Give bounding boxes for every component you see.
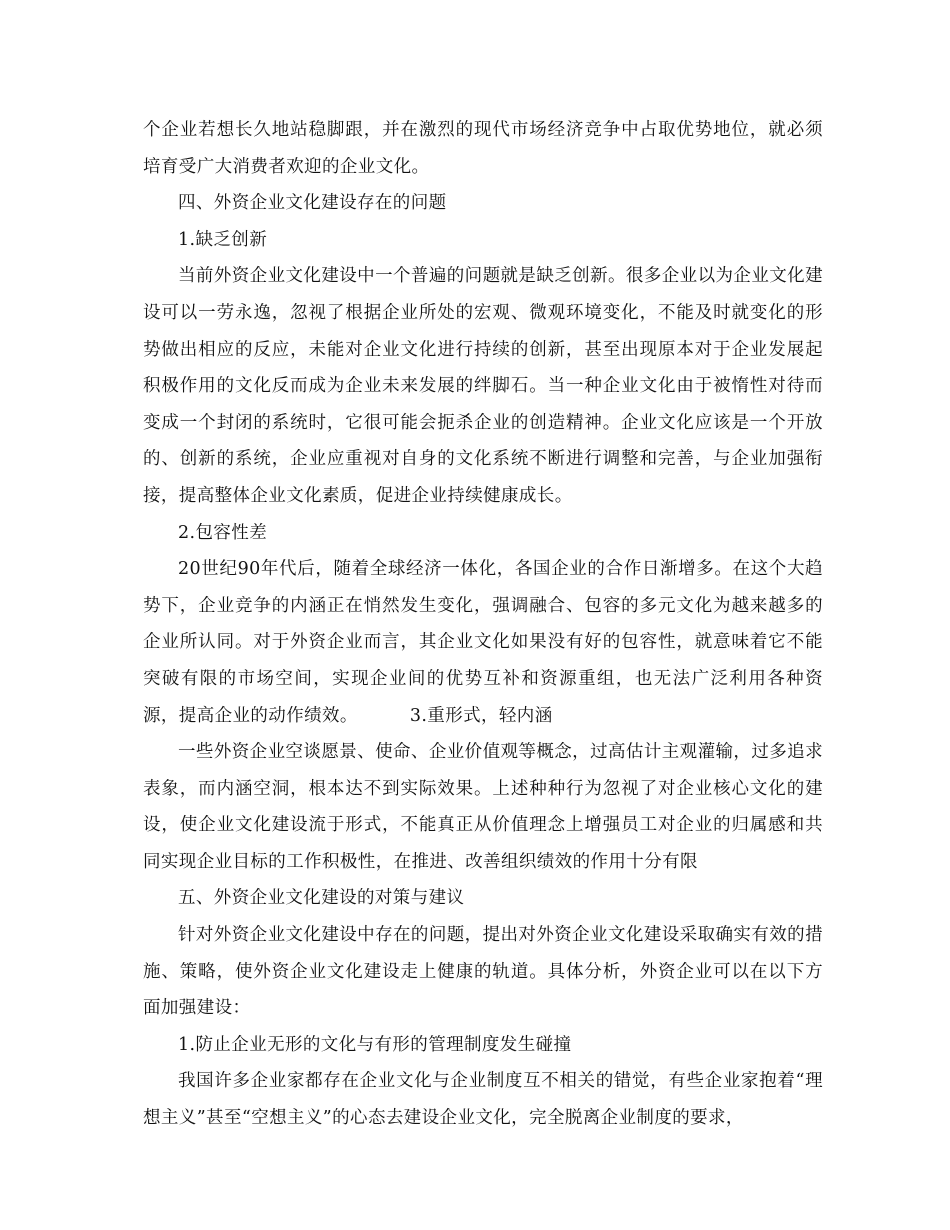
paragraph-continuation: 个企业若想长久地站稳脚跟，并在激烈的现代市场经济竞争中占取优势地位，就必须培育受广大消费者欢迎的企业文化。: [143, 120, 823, 177]
paragraph-poor-inclusiveness-text: 20世纪90年代后，随着全球经济一体化，各国企业的合作日渐增多。在这个大趋势下，企业竞争的内涵正在悄然发生变化，强调融合、包容的多元文化为越来越多的企业所认同。对于外资企业而言，其企业文化如果没有好的包容性，就意味着它不能突破有限的市场空间，实现企业间的优势互补和资源重组，也无法广泛利用各种资源，提高企业的动作绩效。: [143, 559, 823, 726]
paragraph-poor-inclusiveness: [143, 551, 823, 734]
paragraph-countermeasures-intro: 针对外资企业文化建设中存在的问题，提出对外资企业文化建设采取确实有效的措施、策略，使外资企业文化建设走上健康的轨道。具体分析，外资企业可以在以下方面加强建设：: [143, 925, 823, 1019]
section-heading-countermeasures: 五、外资企业文化建设的对策与建议: [178, 888, 465, 909]
paragraph-lack-innovation: 当前外资企业文化建设中一个普遍的问题就是缺乏创新。很多企业以为企业文化建设可以一劳永逸，忽视了根据企业所处的宏观、微观环境变化，不能及时就变化的形势做出相应的反应，未能对企业文化进行持续的创新，甚至出现原本对于企业发展起积极作用的文化反而成为企业未来发展的绊脚石。当一种企业文化由于被惰性对待而变成一个封闭的系统时，它很可能会扼杀企业的创造精神。企业文化应该是一个开放的、创新的系统，企业应重视对自身的文化系统不断进行调整和完善，与企业加强衔接，提高整体企业文化素质，促进企业持续健康成长。: [143, 266, 823, 506]
paragraph-form-over-substance: 一些外资企业空谈愿景、使命、企业价值观等概念，过高估计主观灌输，过多追求表象，而内涵空洞，根本达不到实际效果。上述种种行为忽视了对企业核心文化的建设，使企业文化建设流于形式，不能真正从价值理念上增强员工对企业的归属感和共同实现企业目标的工作积极性，在推进、改善组织绩效的作用十分有限: [143, 742, 823, 872]
document-body: [143, 112, 823, 1137]
subheading-poor-inclusiveness: 2.包容性差: [178, 522, 268, 543]
section-heading-problems: 四、外资企业文化建设存在的问题: [178, 193, 447, 214]
subheading-prevent-collision: 1.防止企业无形的文化与有形的管理制度发生碰撞: [178, 1034, 572, 1055]
subheading-lack-innovation: 1.缺乏创新: [178, 229, 268, 250]
paragraph-prevent-collision: 我国许多企业家都存在企业文化与企业制度互不相关的错觉，有些企业家抱着“理想主义”甚至“空想主义”的心态去建设企业文化，完全脱离企业制度的要求，: [143, 1071, 823, 1129]
subheading-form-over-substance: 3.重形式，轻内涵: [409, 705, 553, 726]
